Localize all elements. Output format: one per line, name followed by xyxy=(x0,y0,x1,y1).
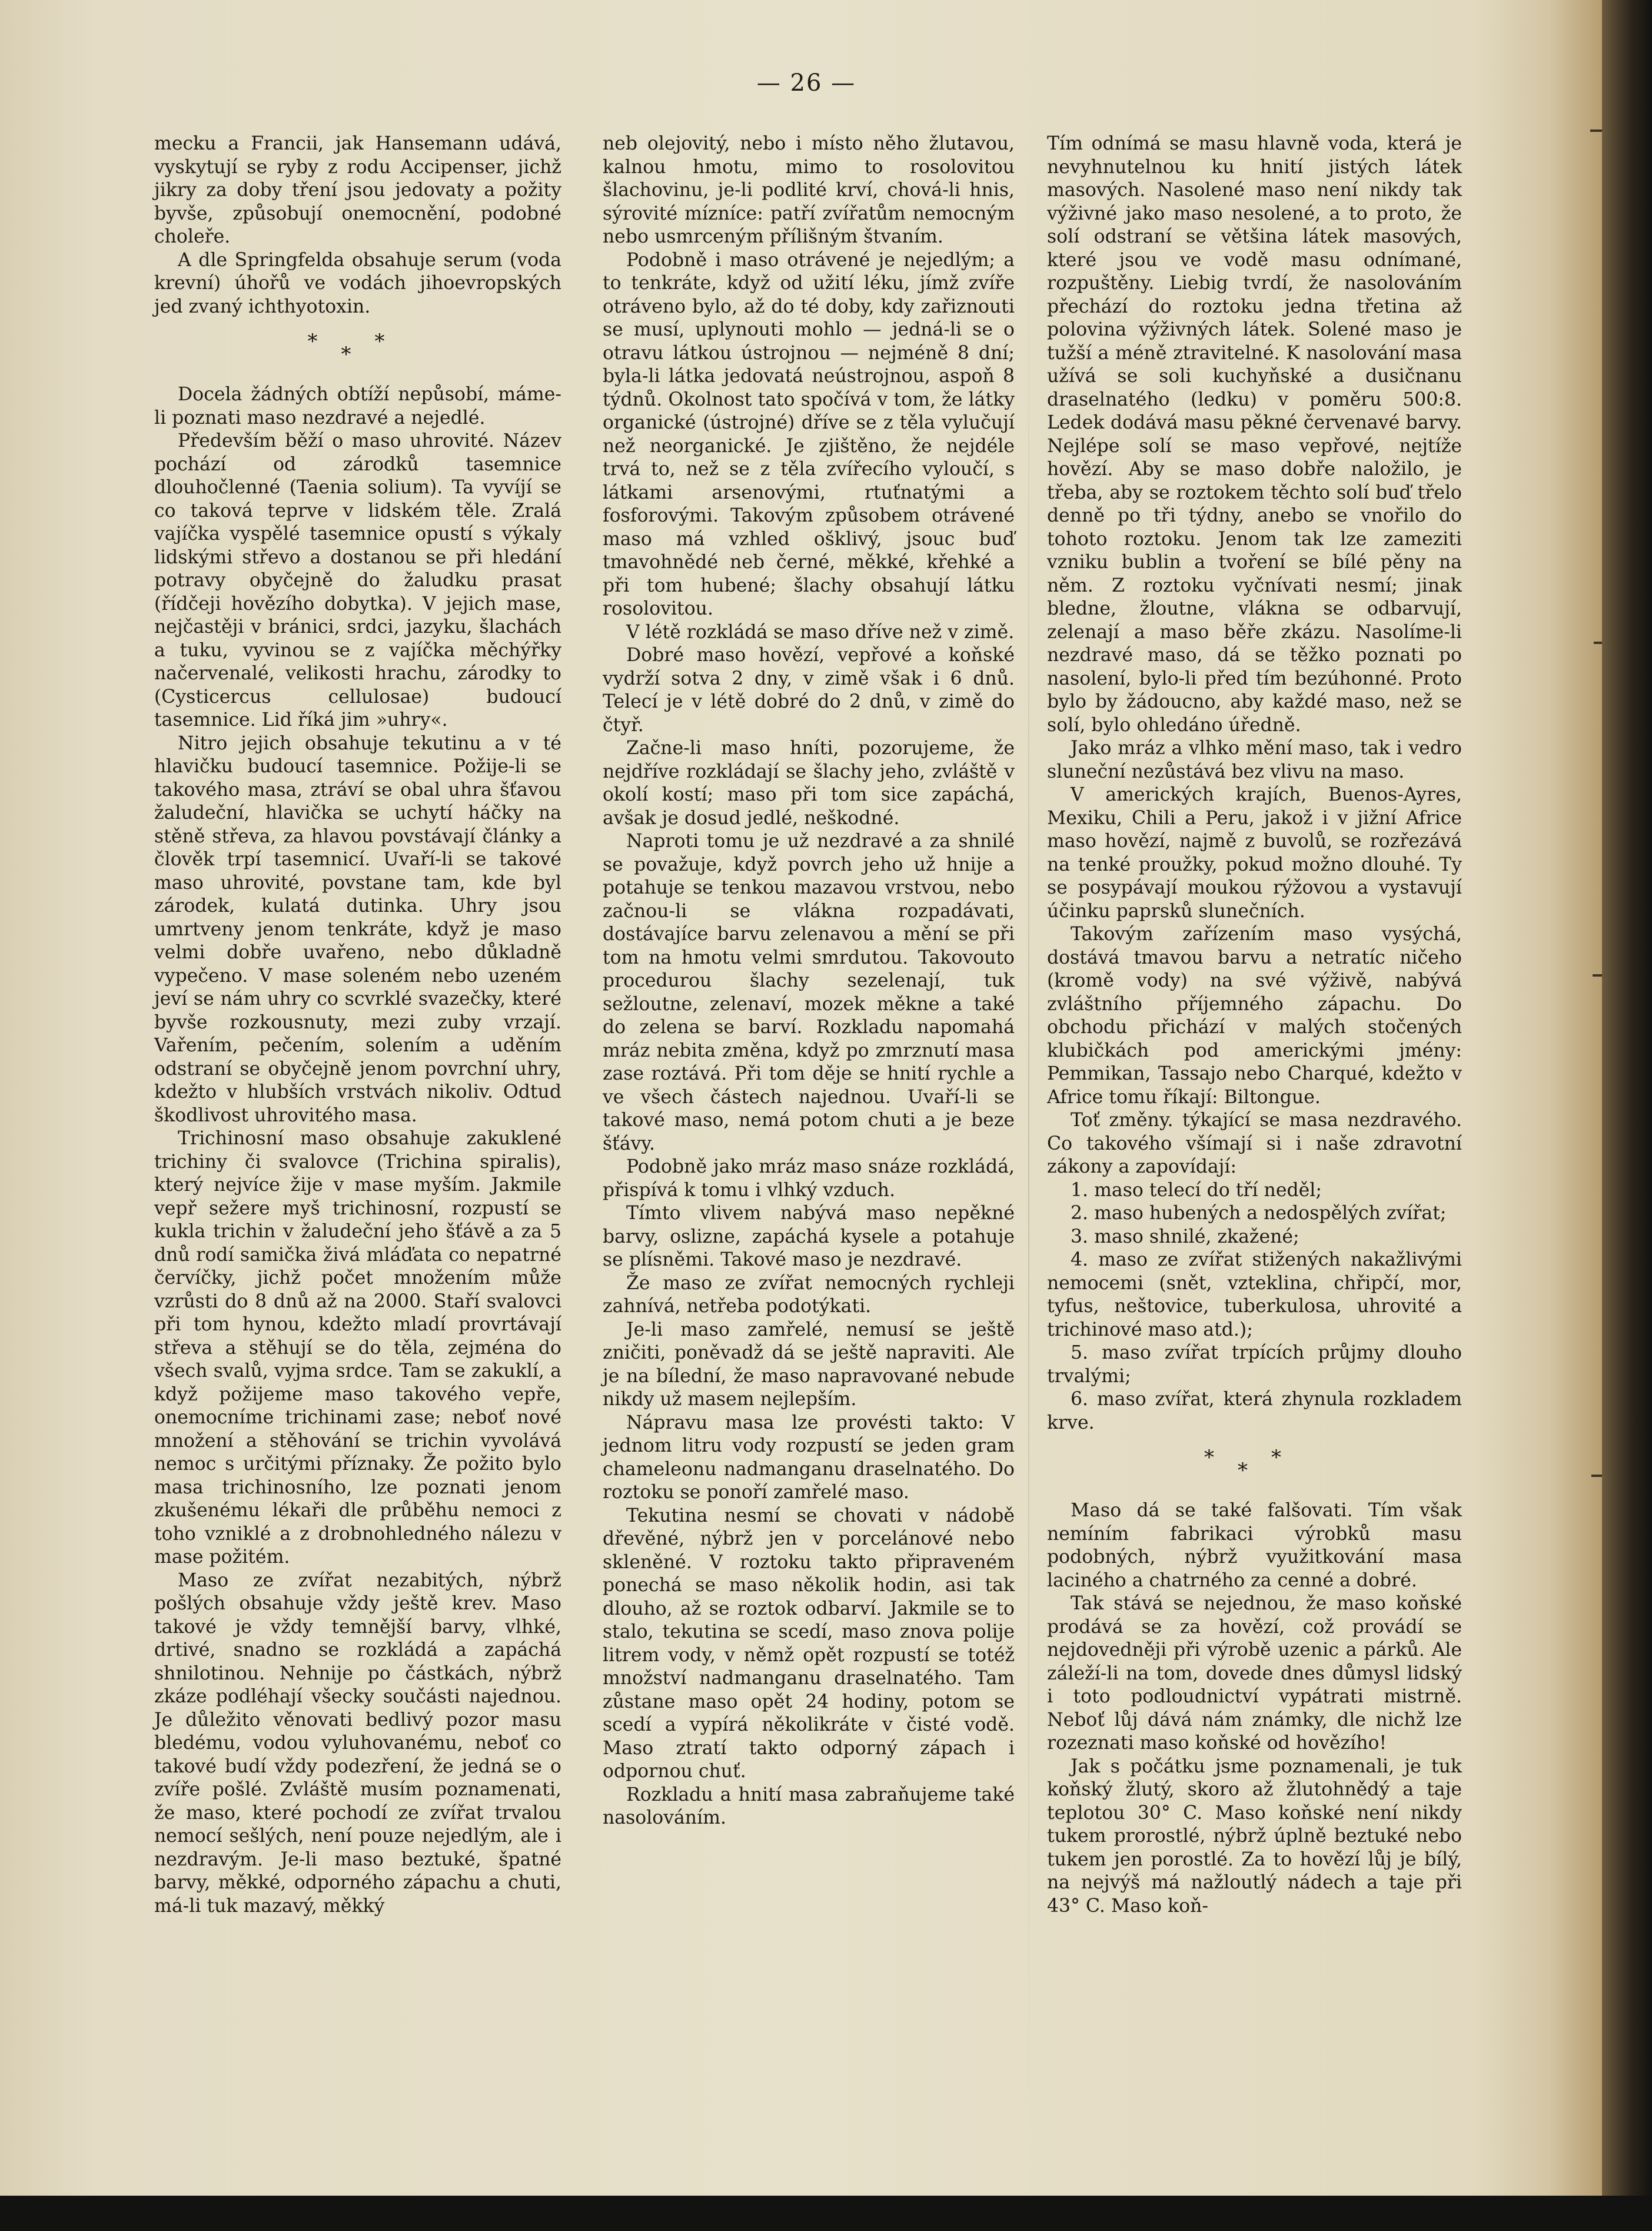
paragraph: Trichinosní maso obsahuje zakuklené trichiny či svalovce (Trichina spiralis), který nejvíce žije v mase myším. Jakmile vepř sežere myš trichinosní, rozpustí se kukla trichin v žaludeční jeho šťávě a za 5 dnů rodí samička živá mláďata co nepatrné červíčky, jichž počet množením může vzrůsti do 8 dnů až na 2000. Staří svalovci při tom hynou, kdežto mladí provrtávají střeva a stěhují se do těla, zejména do všech svalů, vyjma srdce. Tam se zakuklí, a když požijeme maso takového vepře, onemocníme trichinami zase; neboť nové množení a stěhování se trichin vyvolává nemoc s určitými příznaky. Že požito bylo masa trichinosního, lze poznati jenom zkušenému lékaři dle průběhu nemoci z toho vzniklé a z drobnohledného nálezu v mase požitém. xyxy=(154,1128,561,1568)
column-divider xyxy=(1028,153,1029,2119)
paragraph: Dobré maso hovězí, vepřové a koňské vydrží sotva 2 dny, v zimě však i 6 dnů. Telecí je v létě dobré do 2 dnů, v zimě do čtyř. xyxy=(603,645,1015,736)
paragraph: Tekutina nesmí se chovati v nádobě dřevěné, nýbrž jen v porcelánové nebo skleněné. V roztoku takto připraveném ponechá se maso několik hodin, asi tak dlouho, až se roztok odbarví. Jakmile se to stalo, tekutina se scedí, maso znova polije litrem vody, v němž opět rozpustí se totéž množství nadmanganu draselnatého. Tam zůstane maso opět 24 hodiny, potom se scedí a vypírá několikráte v čisté vodě. Maso ztratí takto odporný zápach i odpornou chuť. xyxy=(603,1505,1015,1782)
paragraph: Takovým zařízením maso vysýchá, dostává tmavou barvu a netratíc ničeho (kromě vody) na své výživě, nabývá zvláštního příjemného zápachu. Do obchodu přichází v malých stočených klubičkách pod americkými jmény: Pemmikan, Tassajo nebo Charqué, kdežto v Africe tomu říkají: Biltongue. xyxy=(1047,924,1462,1108)
asterism-star: * xyxy=(1238,1459,1271,1482)
paragraph: Maso dá se také falšovati. Tím však nemíním fabrikaci výrobků masu podobných, nýbrž využitkování masa laciného a chatrného za cenné a dobré. xyxy=(1047,1500,1462,1591)
list-item: 4. maso ze zvířat stižených nakažlivými nemocemi (snět, vzteklina, chřipčí, mor, tyfus, neštovice, tuberkulosa, uhrovité a trichinové maso atd.); xyxy=(1047,1249,1462,1340)
paragraph: Začne-li maso hníti, pozorujeme, že nejdříve rozkládají se šlachy jeho, zvláště v okolí kostí; maso při tom sice zapáchá, avšak je dosud jedlé, neškodné. xyxy=(603,738,1015,829)
paragraph: neb olejovitý, nebo i místo něho žlutavou, kalnou hmotu, mimo to rosolovitou šlachovinu, je-li podlité krví, chová-li hnis, sýrovité mízníce: patří zvířatům nemocným nebo usmrceným přílišným štvaním. xyxy=(603,133,1015,247)
paragraph: Je-li maso zamřelé, nemusí se ještě zničiti, poněvadž dá se ještě napraviti. Ale je na bílední, že maso napravované nebude nikdy už masem nejlepším. xyxy=(603,1319,1015,1410)
list-item: 6. maso zvířat, která zhynula rozkladem krve. xyxy=(1047,1389,1462,1433)
paragraph: Především běží o maso uhrovité. Název pochází od zárodků tasemnice dlouhočlenné (Taenia solium). Ta vyvíjí se co taková teprve v lidském těle. Zralá vajíčka vyspělé tasemnice opustí s výkaly lidskými střevo a dostanou se při hledání potravy obyčejně do žaludku prasat (řídčeji hovězího dobytka). V jejich mase, nejčastěji v bránici, srdci, jazyku, šlachách a tuku, vyvinou se z vajíčka měchýřky načervenalé, velikosti hrachu, zárodky to (Cysticercus cellulosae) budoucí tasemnice. Lid říká jim »uhry«. xyxy=(154,430,561,731)
paragraph: V létě rozkládá se maso dříve než v zimě. xyxy=(626,621,1015,643)
asterism-separator xyxy=(1047,1446,1462,1483)
paragraph: Maso ze zvířat nezabitých, nýbrž pošlých obsahuje vždy ještě krev. Maso takové je vždy temnější barvy, vlhké, drtivé, snadno se rozkládá a zapáchá shnilotinou. Nehnije po částkách, nýbrž zkáze podléhají všecky součásti najednou. Je důležito věnovati bedlivý pozor masu bledému, vodou vyluhovanému, neboť co takové budí vždy podezření, že jedná se o zvíře pošlé. Zvláště musím poznamenati, že maso, které pochodí ze zvířat trvalou nemocí sešlých, není pouze nejedlým, ale i nezdravým. Je-li maso beztuké, špatné barvy, měkké, odporného zápachu a chuti, má-li tuk mazavý, měkký xyxy=(154,1569,561,1917)
paragraph: Naproti tomu je už nezdravé a za shnilé se považuje, když povrch jeho už hnije a potahuje se tenkou mazavou vrstvou, nebo začnou-li se vlákna rozpadávati, dostávajíce barvu zelenavou a mění se při tom na hmotu velmi smrdutou. Takovouto procedurou šlachy sezelenají, tuk sežloutne, zelenaví, mozek měkne a také do zelena se barví. Rozkladu napomahá mráz nebita změna, když po zmrznutí masa zase roztává. Při tom děje se hnití rychle a ve všech částech najednou. Uvaří-li se takové maso, nemá potom chuti a je beze šťávy. xyxy=(603,831,1015,1154)
text-column-2 xyxy=(603,132,1015,1830)
paragraph: A dle Springfelda obsahuje serum (voda krevní) úhořů ve vodách jihoevropských jed zvaný ichthyotoxin. xyxy=(154,249,561,317)
paragraph: Jako mráz a vlhko mění maso, tak i vedro sluneční nezůstává bez vlivu na maso. xyxy=(1047,738,1462,782)
scan-background-right xyxy=(1602,0,1652,2231)
list-item: 1. maso telecí do tří neděl; xyxy=(1071,1179,1322,1201)
paragraph: V amerických krajích, Buenos-Ayres, Mexiku, Chili a Peru, jakož i v jižní Africe maso hovězí, najmě z buvolů, se rozřezává na tenké proužky, pokud možno dlouhé. Ty se posypávají moukou rýžovou a vystavují účinku paprsků slunečních. xyxy=(1047,784,1462,922)
text-column-3 xyxy=(1047,132,1462,1918)
asterism-star: * xyxy=(1204,1446,1238,1469)
list-item: 5. maso zvířat trpících průjmy dlouho trvalými; xyxy=(1047,1342,1462,1387)
paragraph: Jak s počátku jsme poznamenali, je tuk koňský žlutý, skoro až žlutohnědý a taje teplotou 30° C. Maso koňské není nikdy tukem prorostlé, nýbrž úplně beztuké nebo tukem jen porostlé. Za to hovězí lůj je bílý, na nejvýš má nažloutlý nádech a taje při 43° C. Maso koň- xyxy=(1047,1755,1462,1917)
paragraph: Docela žádných obtíží nepůsobí, máme-li poznati maso nezdravé a nejedlé. xyxy=(154,384,561,429)
paragraph: Tím odnímá se masu hlavně voda, která je nevyhnutelnou ku hnití jistých látek masových. Nasolené maso není nikdy tak výživné jako maso nesolené, a to proto, že solí odstraní se většina látek masových, které jsou ve vodě masu odnímané, rozpuštěny. Liebig tvrdí, že nasolováním přechází do roztoku jedna třetina až polovina výživných látek. Solené maso je tužší a méně ztravitelné. K nasolování masa užívá se soli kuchyňské a dusičnanu draselnatého (ledku) v poměru 500:8. Ledek dodává masu pěkné červenavé barvy. Nejlépe solí se maso vepřové, nejtíže hovězí. Aby se maso dobře naložilo, je třeba, aby se roztokem těchto solí buď třelo denně po tři týdny, anebo se vnořilo do tohoto roztoku. Jenom tak lze zameziti vzniku bublin a tvoření se bílé pěny na něm. Z roztoku vyčnívati nesmí; jinak bledne, žloutne, vlákna se odbarvují, zelenají a maso běře zkázu. Nasolíme-li nezdravé maso, dá se těžko poznati po nasolení, bylo-li před tím bezúhonné. Proto bylo by žádoucno, aby každé maso, než se solí, bylo ohledáno úředně. xyxy=(1047,133,1462,736)
paragraph: Podobně jako mráz maso snáze rozkládá, přispívá k tomu i vlhký vzduch. xyxy=(603,1156,1015,1201)
paragraph: Tak stává se nejednou, že maso koňské prodává se za hovězí, což provádí se nejdovedněji při výrobě uzenic a párků. Ale záleží-li na tom, dovede dnes důmysl lidský i toto podloudnictví vypátrati mistrně. Neboť lůj dává nám známky, dle nichž lze rozeznati maso koňské od hovězího! xyxy=(1047,1593,1462,1754)
margin-mark xyxy=(1593,974,1602,977)
list-item: 3. maso shnilé, zkažené; xyxy=(1071,1226,1299,1247)
asterism-separator xyxy=(154,330,561,367)
page-number: — 26 — xyxy=(756,69,856,97)
margin-mark xyxy=(1591,1475,1602,1477)
page-edge-shadow xyxy=(1549,0,1602,2196)
scan-background-bottom xyxy=(0,2196,1652,2231)
asterism-star: * xyxy=(1271,1446,1305,1469)
paragraph: Podobně i maso otrávené je nejedlým; a to tenkráte, když od užití léku, jímž zvíře otráveno bylo, až do té doby, kdy zařiznouti se musí, uplynouti mohlo — jedná-li se o otravu látkou ústrojnou — nejméně 8 dní; byla-li látka jedovatá neústrojnou, aspoň 8 týdnů. Okolnost tato spočívá v tom, že látky organické (ústrojné) dříve se z těla vylučují než neorganické. Je zjištěno, že nejdéle trvá to, než se z těla zvířecího vyloučí, s látkami arsenovými, rtuťnatými a fosforovými. Takovým způsobem otrávené maso má vzhled ošklivý, jsouc buď tmavohnědé neb černé, měkké, křehké a při tom hubené; šlachy obsahují látku rosolovitou. xyxy=(603,249,1015,619)
paragraph: Že maso ze zvířat nemocných rychleji zahnívá, netřeba podotýkati. xyxy=(603,1272,1015,1317)
margin-mark xyxy=(1590,130,1602,132)
asterism-star: * xyxy=(374,330,408,353)
paragraph: mecku a Francii, jak Hansemann udává, vyskytují se ryby z rodu Accipenser, jichž jikry za doby tření jsou jedovaty a požity byvše, způsobují onemocnění, podobné choleře. xyxy=(154,133,561,247)
text-column-1 xyxy=(154,132,561,1918)
asterism-star: * xyxy=(341,343,375,366)
margin-mark xyxy=(1594,642,1602,644)
paragraph: Tímto vlivem nabývá maso nepěkné barvy, oslizne, zapáchá kysele a potahuje se plísněmi. Takové maso je nezdravé. xyxy=(603,1203,1015,1270)
paragraph: Nitro jejich obsahuje tekutinu a v té hlavičku budoucí tasemnice. Požije-li se takového masa, ztráví se obal uhra šťavou žaludeční, hlavička se uchytí háčky na stěně střeva, za hlavou povstávají články a člověk trpí tasemnicí. Uvaří-li se takové maso uhrovité, povstane tam, kde byl zárodek, kulatá dutinka. Uhry jsou umrtveny jenom tenkráte, když je maso velmi dobře uvařeno, nebo důkladně vypečeno. V mase soleném nebo uzeném jeví se nám uhry co scvrklé svazečky, které byvše rozkousnuty, mezi zuby vrzají. Vařením, pečením, solením a uděním odstraní se obyčejně jenom povrchní uhry, kdežto v hlubších vrstvách nikoliv. Odtud škodlivost uhrovitého masa. xyxy=(154,732,561,1126)
paragraph: Toť změny. týkající se masa nezdravého. Co takového všímají si i naše zdravotní zákony a zapovídají: xyxy=(1047,1110,1462,1177)
paragraph: Nápravu masa lze provésti takto: V jednom litru vody rozpustí se jeden gram chameleonu nadmanganu draselnatého. Do roztoku se ponoří zamřelé maso. xyxy=(603,1412,1015,1503)
list-item: 2. maso hubených a nedospělých zvířat; xyxy=(1071,1203,1447,1224)
asterism-star: * xyxy=(307,330,341,353)
paragraph: Rozkladu a hnití masa zabraňujeme také nasolováním. xyxy=(603,1784,1015,1828)
